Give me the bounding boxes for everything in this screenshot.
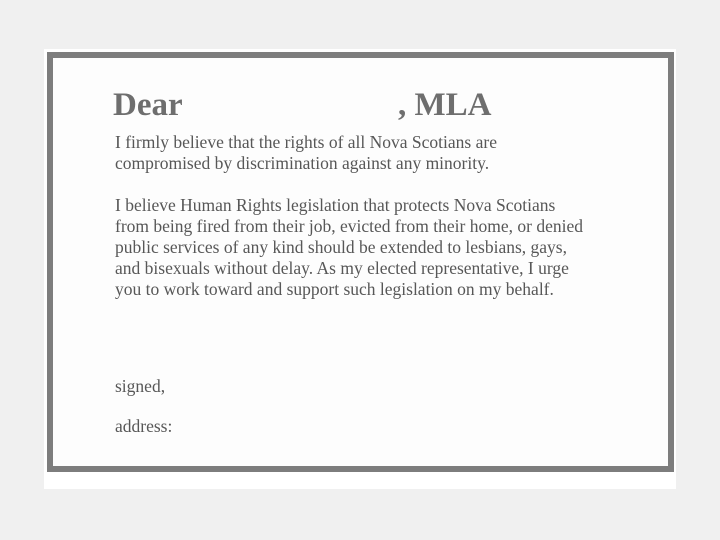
address-label: address:: [115, 416, 173, 436]
letter-card: [47, 52, 674, 472]
salutation: [113, 85, 533, 125]
paragraph-legislation: I believe Human Rights legislation that protects Nova Scotians from being fired from their job, evicted from their home, or denied public services of any kind should be extended to lesbians, gays, and bisexuals without delay. As my elected representative, I urge you to work toward and support such legislation on my behalf.: [115, 195, 583, 299]
signed-label: signed,: [115, 376, 166, 396]
paragraph-discrimination: I firmly believe that the rights of all Nova Scotians are compromised by discrimination against any minority.: [115, 132, 497, 173]
salutation-dear: Dear: [113, 87, 183, 123]
salutation-mla: , MLA: [398, 87, 492, 123]
